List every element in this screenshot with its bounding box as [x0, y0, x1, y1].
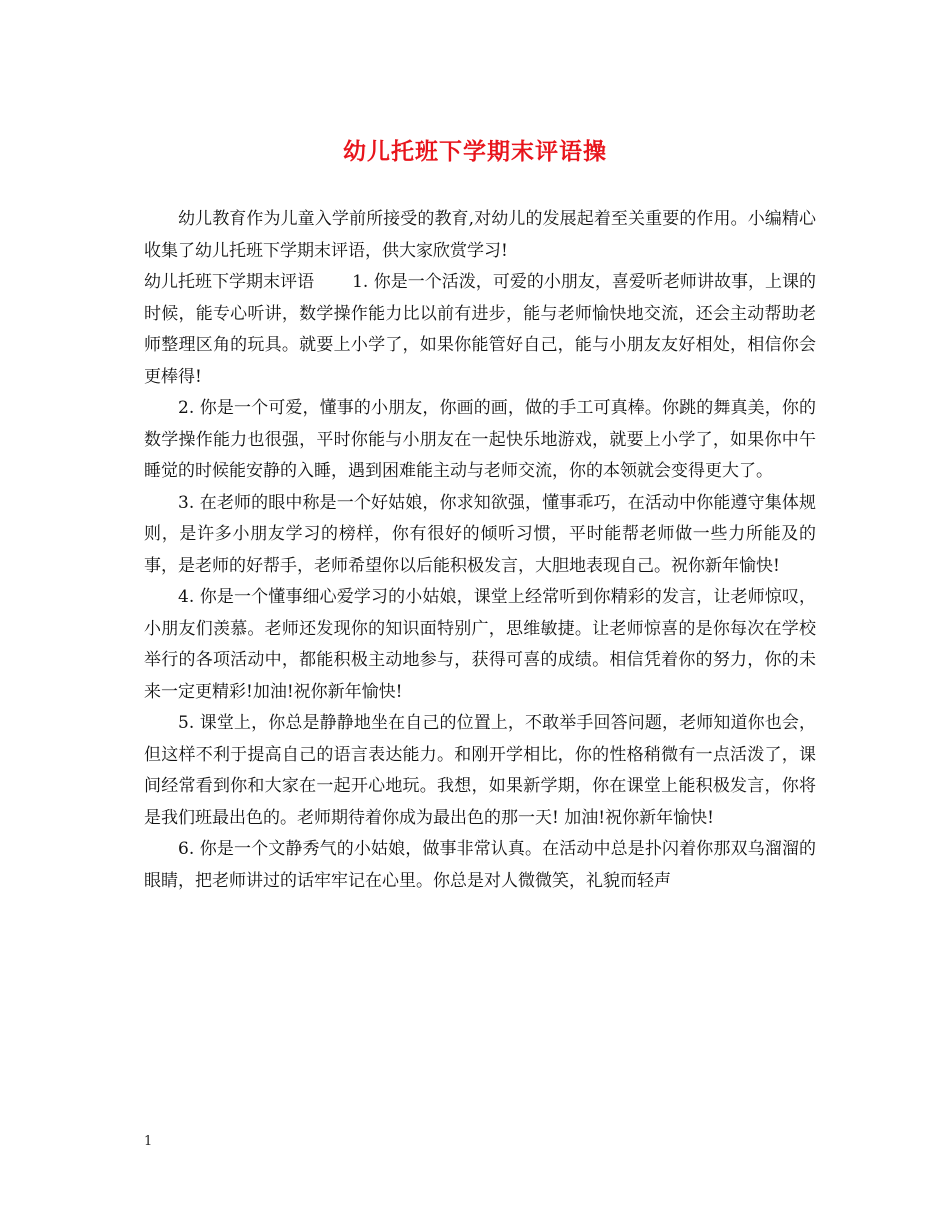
section-heading: 幼儿托班下学期末评语: [144, 272, 315, 292]
document-body: [144, 204, 816, 897]
comment-3: 3. 在老师的眼中称是一个好姑娘，你求知欲强，懂事乖巧，在活动中你能遵守集体规则，是许多小朋友学习的榜样，你有很好的倾听习惯，平时能帮老师做一些力所能及的事，是老师的好帮手，老师希望你以后能积极发言，大胆地表现自己。祝你新年愉快!: [144, 492, 816, 576]
first-comment-paragraph: [144, 267, 816, 393]
comment-4: 4. 你是一个懂事细心爱学习的小姑娘，课堂上经常听到你精彩的发言，让老师惊叹，小朋友们羡慕。老师还发现你的知识面特别广，思维敏捷。让老师惊喜的是你每次在学校举行的各项活动中，都能积极主动地参与，获得可喜的成绩。相信凭着你的努力，你的未来一定更精彩!加油!祝你新年愉快!: [144, 587, 816, 702]
comment-5: 5. 课堂上，你总是静静地坐在自己的位置上，不敢举手回答问题，老师知道你也会，但这样不利于提高自己的语言表达能力。和刚开学相比，你的性格稍微有一点活泼了，课间经常看到你和大家在一起开心地玩。我想，如果新学期，你在课堂上能积极发言，你将是我们班最出色的。老师期待着你成为最出色的那一天! 加油!祝你新年愉快!: [144, 713, 816, 828]
page-number: 1: [144, 1134, 153, 1149]
comment-6: 6. 你是一个文静秀气的小姑娘，做事非常认真。在活动中总是扑闪着你那双乌溜溜的眼睛，把老师讲过的话牢牢记在心里。你总是对人微微笑，礼貌而轻声: [144, 839, 816, 891]
comment-2: 2. 你是一个可爱，懂事的小朋友，你画的画，做的手工可真棒。你跳的舞真美，你的数学操作能力也很强，平时你能与小朋友在一起快乐地游戏，就要上小学了，如果你中午睡觉的时候能安静的入睡，遇到困难能主动与老师交流，你的本领就会变得更大了。: [144, 398, 816, 481]
document-title: 幼儿托班下学期末评语操: [343, 138, 607, 165]
intro-paragraph: 幼儿教育作为儿童入学前所接受的教育,对幼儿的发展起着至关重要的作用。小编精心收集了幼儿托班下学期末评语，供大家欣赏学习!: [144, 209, 816, 261]
comment-1: 1. 你是一个活泼，可爱的小朋友，喜爱听老师讲故事，上课的时候，能专心听讲，数学操作能力比以前有进步，能与老师愉快地交流，还会主动帮助老师整理区角的玩具。就要上小学了，如果你能管好自己，能与小朋友友好相处，相信你会更棒得!: [144, 272, 817, 387]
